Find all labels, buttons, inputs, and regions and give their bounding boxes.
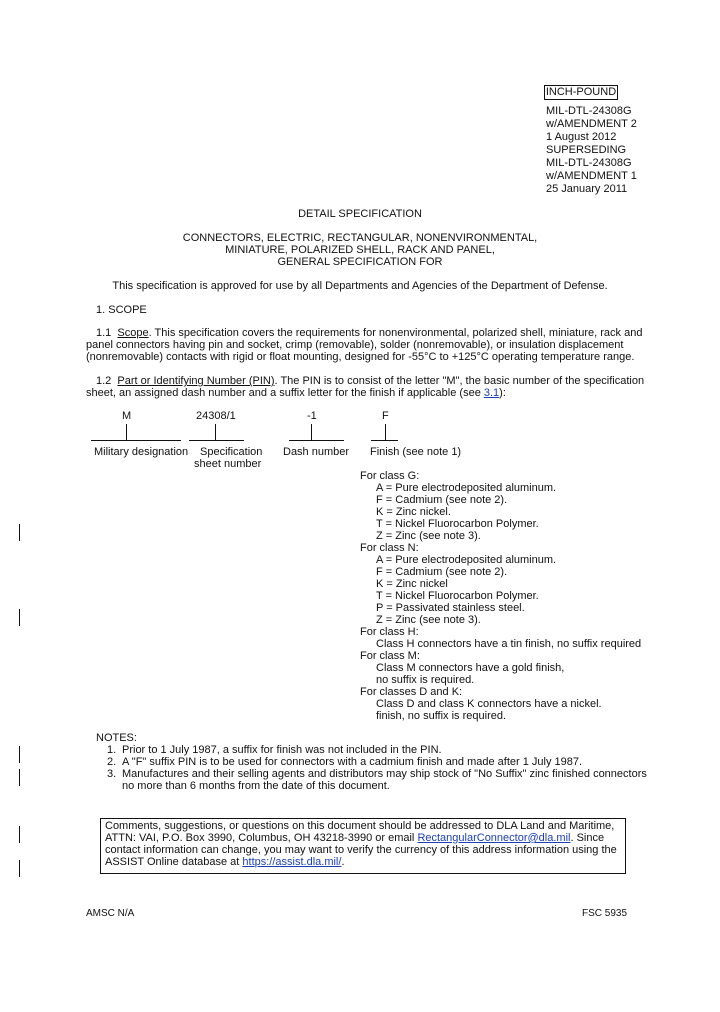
finish-item: Class H connectors have a tin finish, no suffix required bbox=[376, 638, 642, 650]
spec-number: MIL-DTL-24308G bbox=[546, 105, 632, 117]
notes-heading: NOTES: bbox=[96, 732, 137, 744]
class-n-heading: For class N: bbox=[360, 542, 419, 554]
amsc-label: AMSC N/A bbox=[86, 908, 135, 919]
scope-1-1-line1: 1.1 Scope. This specification covers the requirements for nonenvironmental, polarized shell, miniature, rack and bbox=[96, 327, 643, 339]
comments-line: contact information can change, you may want to verify the currency of this address information using the bbox=[105, 844, 617, 856]
connector-line bbox=[215, 424, 216, 440]
connector-line bbox=[126, 424, 127, 440]
scope-1-1-line3: (nonremovable) contacts with rigid or float mounting, designed for -55°C to +125°C operating temperature range. bbox=[86, 351, 635, 363]
doc-type: DETAIL SPECIFICATION bbox=[298, 208, 422, 220]
change-bar bbox=[19, 609, 20, 626]
comments-line: ATTN: VAI, P.O. Box 3990, Columbus, OH 43218-3990 or email RectangularConnector@dla.mil. Since bbox=[105, 832, 605, 844]
class-g-heading: For class G: bbox=[360, 470, 420, 482]
class-m-heading: For class M: bbox=[360, 650, 420, 662]
finish-item: T = Nickel Fluorocarbon Polymer. bbox=[376, 518, 539, 530]
connector-line bbox=[385, 424, 386, 440]
finish-item: Z = Zinc (see note 3). bbox=[376, 614, 481, 626]
date: 1 August 2012 bbox=[546, 131, 617, 143]
finish-item: A = Pure electrodeposited aluminum. bbox=[376, 482, 557, 494]
scope-1-2-line2: sheet, an assigned dash number and a suffix letter for the finish if applicable (see 3.1): bbox=[86, 387, 506, 399]
finish-item: F = Cadmium (see note 2). bbox=[376, 566, 508, 578]
label-military: Military designation bbox=[94, 446, 189, 458]
note-text: no more than 6 months from the date of this document. bbox=[122, 780, 390, 792]
superseded-amendment: w/AMENDMENT 1 bbox=[546, 170, 637, 182]
email-link[interactable]: RectangularConnector@dla.mil bbox=[417, 832, 571, 844]
note-number: 1. bbox=[107, 744, 117, 756]
comments-box bbox=[100, 818, 626, 874]
underline-sheet bbox=[189, 440, 244, 441]
underline-m bbox=[91, 440, 181, 441]
change-bar bbox=[19, 860, 20, 877]
finish-item: Z = Zinc (see note 3). bbox=[376, 530, 481, 542]
approval-statement: This specification is approved for use by all Departments and Agencies of the Department of Defense. bbox=[112, 280, 608, 292]
note-text: Prior to 1 July 1987, a suffix for finish was not included in the PIN. bbox=[122, 744, 442, 756]
superseded-spec: MIL-DTL-24308G bbox=[546, 157, 632, 169]
section-3-1-link[interactable]: 3.1 bbox=[483, 387, 500, 399]
superseded-date: 25 January 2011 bbox=[546, 183, 628, 195]
change-bar bbox=[19, 826, 20, 843]
note-number: 2. bbox=[107, 756, 117, 768]
finish-item: Class M connectors have a gold finish, bbox=[376, 662, 565, 674]
title-line-3: GENERAL SPECIFICATION FOR bbox=[277, 256, 443, 268]
title-line-2: MINIATURE, POLARIZED SHELL, RACK AND PANEL, bbox=[225, 244, 495, 256]
scope-term: Scope bbox=[117, 327, 149, 339]
scope-1-2-line1: 1.2 Part or Identifying Number (PIN). The PIN is to consist of the letter "M", the basic number of the specification bbox=[96, 375, 645, 387]
amendment: w/AMENDMENT 2 bbox=[546, 118, 637, 130]
label-dash-number: Dash number bbox=[283, 446, 350, 458]
class-dk-heading: For classes D and K: bbox=[360, 686, 463, 698]
note-number: 3. bbox=[107, 768, 117, 780]
connector-line bbox=[311, 424, 312, 440]
label-specification: Specification bbox=[200, 446, 263, 458]
title-line-1: CONNECTORS, ELECTRIC, RECTANGULAR, NONENVIRONMENTAL, bbox=[182, 232, 538, 244]
finish-item: K = Zinc nickel. bbox=[376, 506, 451, 518]
comments-line: ASSIST Online database at https://assist.dla.mil/. bbox=[105, 856, 345, 868]
finish-item: K = Zinc nickel bbox=[376, 578, 448, 590]
finish-item: F = Cadmium (see note 2). bbox=[376, 494, 508, 506]
fsc-label: FSC 5935 bbox=[582, 908, 628, 919]
note-text: Manufactures and their selling agents and distributors may ship stock of "No Suffix" zinc finished connectors bbox=[122, 768, 647, 780]
change-bar bbox=[19, 746, 20, 763]
label-finish: Finish (see note 1) bbox=[370, 446, 462, 458]
pin-term: Part or Identifying Number (PIN) bbox=[117, 375, 275, 387]
underline-finish bbox=[371, 440, 398, 441]
pin-part-dash: -1 bbox=[307, 410, 317, 422]
pin-part-finish: F bbox=[382, 410, 389, 422]
comments-line: Comments, suggestions, or questions on this document should be addressed to DLA Land and Maritime, bbox=[105, 820, 615, 832]
inch-pound-tag: INCH-POUND bbox=[545, 86, 617, 98]
finish-item: P = Passivated stainless steel. bbox=[376, 602, 525, 614]
label-sheet-number: sheet number bbox=[194, 458, 262, 470]
finish-item: T = Nickel Fluorocarbon Polymer. bbox=[376, 590, 539, 602]
scope-1-1-line2: panel connectors having pin and socket, crimp (removable), solder (nonremovable), or insulation displacement bbox=[86, 339, 624, 351]
superseding-label: SUPERSEDING bbox=[546, 144, 627, 156]
finish-item: Class D and class K connectors have a nickel. bbox=[376, 698, 602, 710]
change-bar bbox=[19, 769, 20, 786]
finish-item: no suffix is required. bbox=[376, 674, 475, 686]
change-bar bbox=[19, 524, 20, 541]
finish-item: finish, no suffix is required. bbox=[376, 710, 507, 722]
finish-item: A = Pure electrodeposited aluminum. bbox=[376, 554, 557, 566]
underline-dash bbox=[289, 440, 344, 441]
pin-part-sheet: 24308/1 bbox=[196, 410, 236, 422]
class-h-heading: For class H: bbox=[360, 626, 419, 638]
scope-heading: 1. SCOPE bbox=[96, 304, 147, 316]
pin-part-m: M bbox=[122, 410, 132, 422]
assist-url-link[interactable]: https://assist.dla.mil/ bbox=[242, 856, 342, 868]
note-text: A "F" suffix PIN is to be used for connectors with a cadmium finish and made after 1 July 1987. bbox=[122, 756, 583, 768]
